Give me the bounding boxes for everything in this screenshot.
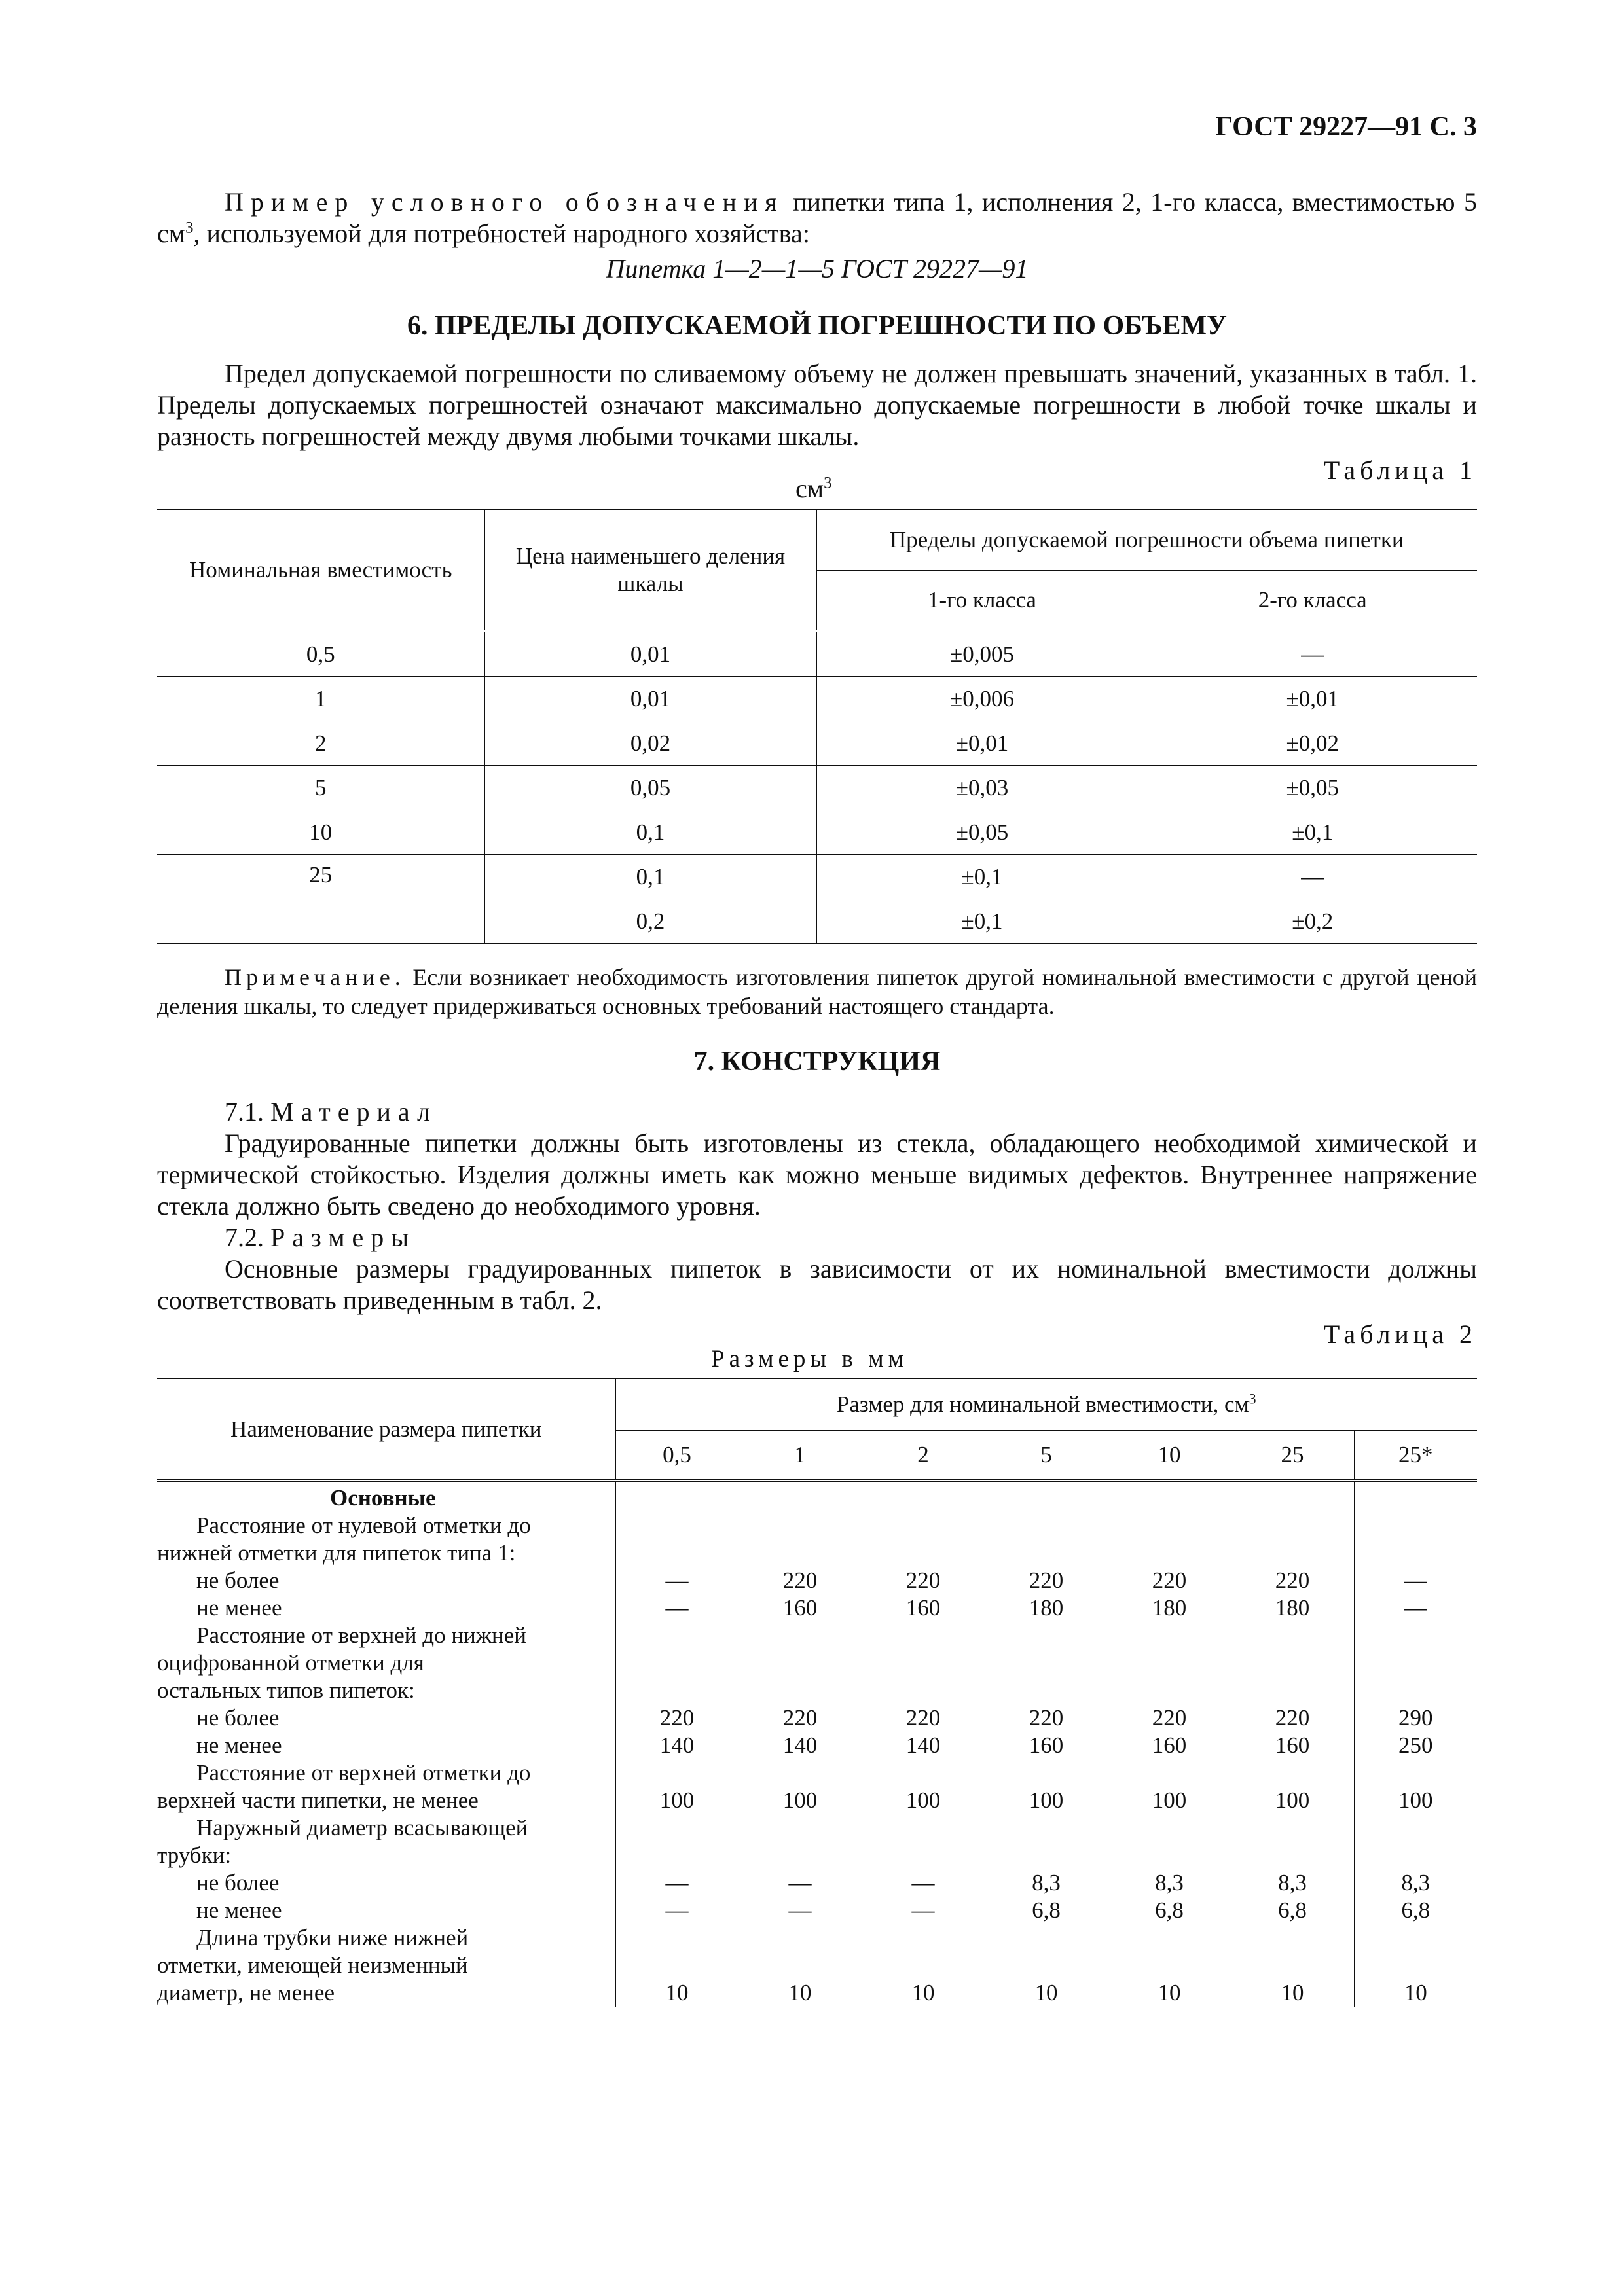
- table-2-dimension-name: не более: [157, 1704, 615, 1732]
- table-2-cell: [1108, 1924, 1231, 1952]
- table-2-dimension-name: Длина трубки ниже нижней: [157, 1924, 615, 1952]
- table-1-cell-division: 0,2: [484, 899, 816, 944]
- table-2-cell: 250: [1398, 1732, 1433, 1758]
- table-2-cell: —: [862, 1897, 985, 1924]
- table-2-cell: 220: [1108, 1704, 1231, 1732]
- table-2-dimension-name: Расстояние от верхней до нижней: [157, 1622, 615, 1649]
- table-2-cell: 180: [1231, 1594, 1354, 1622]
- col-header-class-1: 1-го класса: [816, 571, 1148, 632]
- table-1-row: [157, 766, 1477, 810]
- table-1-row: [157, 721, 1477, 766]
- table-2-cell: [1231, 1649, 1354, 1677]
- table-1-cell-class1: ±0,01: [816, 721, 1148, 766]
- table-2-cell: [739, 1952, 862, 1979]
- table-2-cell: [985, 1622, 1108, 1649]
- table-1-cell-class2: —: [1148, 631, 1477, 677]
- table-2-cell: [1231, 1924, 1354, 1952]
- table-2-cell: 220: [1231, 1567, 1354, 1594]
- table-2-cell: 100: [1231, 1787, 1354, 1814]
- table-2-dimension-name: остальных типов пипеток:: [157, 1677, 615, 1704]
- table-2-cell: [615, 1622, 739, 1649]
- table-2-cell: [615, 1952, 739, 1979]
- table-2-row: [157, 1732, 1477, 1759]
- table-2-cell: [1231, 1814, 1354, 1842]
- table-2-cell: 160: [985, 1732, 1108, 1759]
- table-1-cell-class1: ±0,1: [816, 855, 1148, 899]
- table-2-cell: [862, 1622, 985, 1649]
- table-2-cell: [862, 1512, 985, 1539]
- table-1-cell-division: 0,1: [484, 810, 816, 855]
- table-1-cell-nominal: 0,5: [157, 631, 484, 677]
- table-2-cell: [862, 1924, 985, 1952]
- table-2-cell: [985, 1842, 1108, 1869]
- table-1-body: [157, 631, 1477, 944]
- table-2-row: [157, 1814, 1477, 1842]
- designation-example-paragraph: Пример условного обозначения пипетки типа 1, исполнения 2, 1-го класса, вместимостью 5 $см^3$, используемой для потребностей народного хозяйства:: [157, 187, 1477, 248]
- table-2-cell: [739, 1814, 862, 1842]
- table-2-cell: [1354, 1952, 1477, 1979]
- table-2-dimension-name: не менее: [157, 1897, 615, 1924]
- table-2-cell: 10: [862, 1979, 985, 2007]
- table-1-row: [157, 855, 1477, 899]
- table-2-row: [157, 1677, 1477, 1704]
- table-2-cell: 100: [1398, 1787, 1433, 1813]
- table-2-group-title: Основные: [157, 1480, 615, 1512]
- section-6-heading: 6. ПРЕДЕЛЫ ДОПУСКАЕМОЙ ПОГРЕШНОСТИ ПО ОБЪЕМУ: [407, 311, 1227, 341]
- table-2-cell: 220: [862, 1704, 985, 1732]
- table-2-cell: [862, 1842, 985, 1869]
- table-2-cell: [985, 1677, 1108, 1704]
- example-lead: Пример условного обозначения: [225, 187, 784, 217]
- table-2-row: [157, 1622, 1477, 1649]
- table-2-cell: 140: [615, 1732, 739, 1759]
- table-2-cell: 100: [1108, 1787, 1231, 1814]
- table-2-cell: 140: [739, 1732, 862, 1759]
- table-1-cell-class1: ±0,03: [816, 766, 1148, 810]
- table-2-row: [157, 1594, 1477, 1622]
- table-2-cell: [985, 1759, 1108, 1787]
- table-1-note: Примечание. Если возникает необходимость изготовления пипеток другой номинальной вместимости с другой ценой деления шкалы, то следует придерживаться основных требований настоящего стандарта.: [157, 964, 1477, 1019]
- table-2-cell: 290: [1398, 1705, 1433, 1731]
- table-1-cell-class1: ±0,05: [816, 810, 1148, 855]
- table-2-row: [157, 1897, 1477, 1924]
- section-6-paragraph: Предел допускаемой погрешности по сливаемому объему не должен превышать значений, указанных в табл. 1. Пределы допускаемых погрешностей означают максимально допускаемые погрешности в любой точке шкалы и разность погрешностей между двумя любыми точками шкалы.: [157, 359, 1477, 451]
- table-2-row: [157, 1979, 1477, 2007]
- table-2-cell: [985, 1924, 1108, 1952]
- col-header-volume: 25: [1231, 1431, 1354, 1481]
- table-1-cell-division: 0,02: [484, 721, 816, 766]
- table-2-cell: 6,8: [1108, 1897, 1231, 1924]
- table-1-cell-class2: ±0,01: [1148, 677, 1477, 721]
- table-2-cell: 100: [985, 1787, 1108, 1814]
- col-header-limits: Пределы допускаемой погрешности объема пипетки: [816, 509, 1477, 571]
- table-1-cell-division: 0,05: [484, 766, 816, 810]
- table-2-cell: 220: [985, 1704, 1108, 1732]
- table-1-row: [157, 677, 1477, 721]
- table-2: [157, 1378, 1477, 2007]
- table-2-dimension-name: диаметр, не менее: [157, 1979, 615, 2007]
- col-header-nominal-volume: Размер для номинальной вместимости, $см^3$: [615, 1378, 1477, 1431]
- table-2-cell: [862, 1952, 985, 1979]
- table-2-cell: 220: [1231, 1704, 1354, 1732]
- table-2-cell: [985, 1649, 1108, 1677]
- table-1-unit: $см^3$: [795, 474, 832, 503]
- table-2-dimension-name: отметки, имеющей неизменный: [157, 1952, 615, 1979]
- table-2-cell: 140: [862, 1732, 985, 1759]
- table-2-cell: [1354, 1512, 1477, 1539]
- table-2-cell: [1108, 1512, 1231, 1539]
- table-1-cell-class2: ±0,1: [1148, 810, 1477, 855]
- table-2-cell: [739, 1842, 862, 1869]
- table-2-cell: [615, 1512, 739, 1539]
- table-2-cell: [1108, 1622, 1231, 1649]
- table-2-row: [157, 1512, 1477, 1539]
- table-2-cell: [1108, 1814, 1231, 1842]
- table-1-cell-nominal: 1: [157, 677, 484, 721]
- table-2-cell: [862, 1677, 985, 1704]
- col-header-dimension-name: Наименование размера пипетки: [157, 1378, 615, 1480]
- table-2-dimension-name: Расстояние от верхней отметки до: [157, 1759, 615, 1787]
- table-2-cell: [739, 1539, 862, 1567]
- table-2-row: [157, 1952, 1477, 1979]
- table-1-cell-nominal: 10: [157, 810, 484, 855]
- table-2-cell: [739, 1649, 862, 1677]
- table-2-cell: 10: [1108, 1979, 1231, 2007]
- table-1-cell-nominal: 2: [157, 721, 484, 766]
- table-1-row: [157, 810, 1477, 855]
- table-2-cell: [1354, 1539, 1477, 1567]
- table-2-cell: [862, 1539, 985, 1567]
- table-2-cell: 220: [862, 1567, 985, 1594]
- table-2-row: [157, 1704, 1477, 1732]
- table-2-cell: [1354, 1924, 1477, 1952]
- table-2-row: [157, 1649, 1477, 1677]
- subsection-7-1-title: 7.1. Материал: [225, 1097, 437, 1126]
- table-2-cell: [739, 1622, 862, 1649]
- table-2-dimension-name: Расстояние от нулевой отметки до: [157, 1512, 615, 1539]
- table-2-cell: [1108, 1952, 1231, 1979]
- table-2-cell: —: [1404, 1568, 1427, 1593]
- table-2-cell: 8,3: [1108, 1869, 1231, 1897]
- col-header-division: Цена наименьшего деления шкалы: [484, 509, 816, 631]
- table-2-cell: [1108, 1759, 1231, 1787]
- table-2-dimension-name: не более: [157, 1567, 615, 1594]
- table-1-cell-nominal: 25: [157, 855, 484, 944]
- table-2-cell: [1231, 1622, 1354, 1649]
- table-2-cell: [615, 1759, 739, 1787]
- table-1-cell-class2: ±0,2: [1292, 908, 1334, 934]
- table-2-cell: [862, 1649, 985, 1677]
- table-2-cell: [1231, 1512, 1354, 1539]
- table-2-cell: [615, 1677, 739, 1704]
- table-2-cell: 220: [615, 1704, 739, 1732]
- table-2-row: [157, 1539, 1477, 1567]
- table-2-cell: [739, 1512, 862, 1539]
- table-2-cell: [615, 1649, 739, 1677]
- table-2-cell: [1108, 1677, 1231, 1704]
- table-2-cell: [739, 1677, 862, 1704]
- table-1: [157, 509, 1477, 944]
- table-2-cell: 160: [739, 1594, 862, 1622]
- table-2-cell: [1108, 1649, 1231, 1677]
- table-2-dimension-name: оцифрованной отметки для: [157, 1649, 615, 1677]
- table-2-cell: —: [615, 1594, 739, 1622]
- table-1-cell-division: 0,01: [484, 677, 816, 721]
- table-2-cell: [985, 1512, 1108, 1539]
- table-1-cell-class2: ±0,05: [1148, 766, 1477, 810]
- table-2-cell: [862, 1814, 985, 1842]
- table-1-cell-division: 0,1: [484, 855, 816, 899]
- col-header-volume: 5: [985, 1431, 1108, 1481]
- table-2-cell: —: [1404, 1595, 1427, 1621]
- table-2-cell: 180: [985, 1594, 1108, 1622]
- col-header-nominal: Номинальная вместимость: [157, 509, 484, 631]
- table-2-dimension-name: не менее: [157, 1594, 615, 1622]
- table-2-dimension-name: Наружный диаметр всасывающей: [157, 1814, 615, 1842]
- table-2-dimension-name: верхней части пипетки, не менее: [157, 1787, 615, 1814]
- table-2-cell: 6,8: [985, 1897, 1108, 1924]
- page-content: [157, 187, 1477, 2007]
- table-2-cell: [615, 1814, 739, 1842]
- subsection-7-2-text: Основные размеры градуированных пипеток в зависимости от их номинальной вместимости должны соответствовать приведенным в табл. 2.: [157, 1254, 1477, 1315]
- table-2-cell: [615, 1539, 739, 1567]
- table-2-cell: 160: [1108, 1732, 1231, 1759]
- table-2-cell: 220: [1108, 1567, 1231, 1594]
- table-2-cell: [985, 1539, 1108, 1567]
- table-2-dimension-name: не менее: [157, 1732, 615, 1759]
- table-2-cell: [1231, 1539, 1354, 1567]
- col-header-volume: 25*: [1354, 1431, 1477, 1481]
- table-2-cell: —: [615, 1869, 739, 1897]
- table-2-cell: 180: [1108, 1594, 1231, 1622]
- table-2-cell: —: [739, 1869, 862, 1897]
- table-2-cell: 10: [615, 1979, 739, 2007]
- table-2-cell: [1231, 1842, 1354, 1869]
- table-2-cell: 160: [1231, 1732, 1354, 1759]
- table-2-cell: [1231, 1759, 1354, 1787]
- table-2-cell: 160: [862, 1594, 985, 1622]
- table-2-cell: 10: [1231, 1979, 1354, 2007]
- table-2-cell: [615, 1842, 739, 1869]
- table-2-cell: [1354, 1649, 1477, 1677]
- table-2-cell: 10: [739, 1979, 862, 2007]
- table-2-cell: 100: [615, 1787, 739, 1814]
- table-2-cell: [862, 1759, 985, 1787]
- table-1-cell-class2: ±0,02: [1148, 721, 1477, 766]
- table-1-caption: Таблица 1: [1323, 456, 1477, 485]
- table-1-cell-class1: ±0,005: [816, 631, 1148, 677]
- table-2-row: [157, 1567, 1477, 1594]
- col-header-volume: 1: [739, 1431, 862, 1481]
- table-2-cell: [1108, 1842, 1231, 1869]
- table-1-cell-class2: —: [1148, 855, 1477, 899]
- table-2-cell: 220: [985, 1567, 1108, 1594]
- table-2-caption: Таблица 2: [1323, 1319, 1477, 1349]
- table-2-cell: [1354, 1842, 1477, 1869]
- col-header-class-2: 2-го класса: [1148, 571, 1477, 632]
- table-2-cell: 8,3: [1231, 1869, 1354, 1897]
- table-2-cell: [985, 1814, 1108, 1842]
- table-2-cell: [1354, 1622, 1477, 1649]
- table-1-cell-division: 0,01: [484, 631, 816, 677]
- table-2-cell: [739, 1924, 862, 1952]
- table-2-cell: [1108, 1539, 1231, 1567]
- table-1-cell-class1: ±0,006: [816, 677, 1148, 721]
- col-header-volume: 0,5: [615, 1431, 739, 1481]
- section-7-heading: 7. КОНСТРУКЦИЯ: [693, 1047, 941, 1077]
- table-2-cell: 6,8: [1231, 1897, 1354, 1924]
- table-2-unit: Размеры в мм: [711, 1346, 909, 1372]
- table-2-cell: 10: [1404, 1980, 1427, 2005]
- table-2-cell: [1231, 1677, 1354, 1704]
- table-1-cell-nominal: 5: [157, 766, 484, 810]
- table-2-group-row: [157, 1480, 1477, 1512]
- page-header: ГОСТ 29227—91 С. 3: [1215, 112, 1477, 142]
- table-2-cell: —: [862, 1869, 985, 1897]
- table-2-cell: [615, 1924, 739, 1952]
- table-1-cell-class1: ±0,1: [816, 899, 1148, 944]
- table-1-row: [157, 631, 1477, 677]
- table-2-cell: 8,3: [1401, 1870, 1431, 1895]
- subsection-7-1-text: Градуированные пипетки должны быть изготовлены из стекла, обладающего необходимой химической и термической стойкостью. Изделия должны иметь как можно меньше видимых дефектов. Внутреннее напряжение стекла должно быть сведено до необходимого уровня.: [157, 1128, 1477, 1221]
- table-2-cell: [1354, 1759, 1477, 1787]
- table-2-cell: 6,8: [1401, 1897, 1431, 1923]
- table-2-cell: [985, 1952, 1108, 1979]
- table-2-cell: [1354, 1814, 1477, 1842]
- table-2-cell: 100: [862, 1787, 985, 1814]
- col-header-volume: 2: [862, 1431, 985, 1481]
- table-2-row: [157, 1842, 1477, 1869]
- table-2-cell: 220: [739, 1567, 862, 1594]
- table-2-row: [157, 1787, 1477, 1814]
- table-2-row: [157, 1759, 1477, 1787]
- table-2-dimension-name: трубки:: [157, 1842, 615, 1869]
- table-2-cell: [739, 1759, 862, 1787]
- table-2-row: [157, 1924, 1477, 1952]
- subsection-7-2-title: 7.2. Размеры: [225, 1223, 416, 1252]
- table-2-body: [157, 1480, 1477, 2007]
- table-2-cell: 220: [739, 1704, 862, 1732]
- table-2-cell: [1231, 1952, 1354, 1979]
- table-2-cell: —: [739, 1897, 862, 1924]
- table-2-dimension-name: не более: [157, 1869, 615, 1897]
- table-2-dimension-name: нижней отметки для пипеток типа 1:: [157, 1539, 615, 1567]
- table-2-cell: 10: [985, 1979, 1108, 2007]
- table-2-cell: 100: [739, 1787, 862, 1814]
- table-2-cell: —: [615, 1567, 739, 1594]
- col-header-volume: 10: [1108, 1431, 1231, 1481]
- table-2-cell: 8,3: [985, 1869, 1108, 1897]
- designation-example: Пипетка 1—2—1—5 ГОСТ 29227—91: [606, 254, 1029, 283]
- table-2-row: [157, 1869, 1477, 1897]
- table-2-cell: [1354, 1677, 1477, 1704]
- table-2-cell: —: [615, 1897, 739, 1924]
